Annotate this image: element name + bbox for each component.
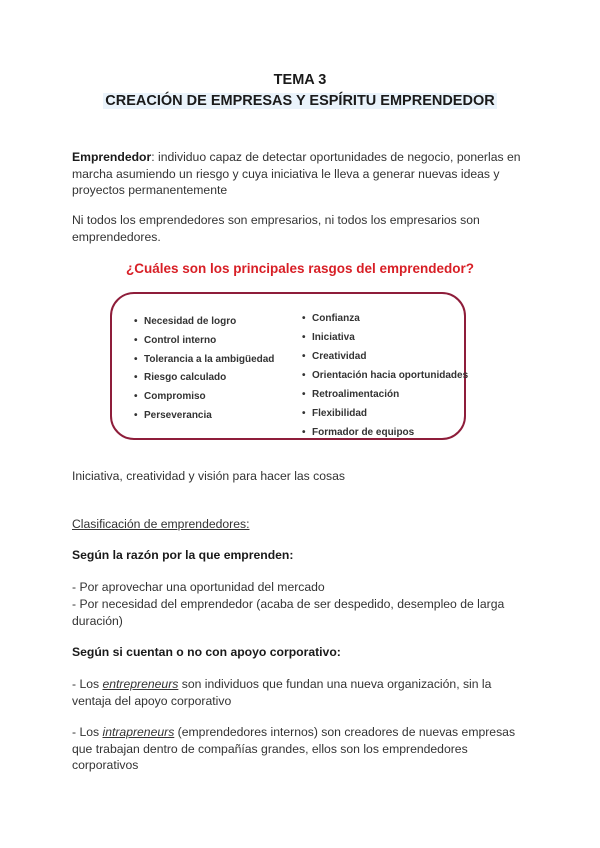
trait-item: • Tolerancia a la ambigüedad — [134, 354, 274, 373]
trait-item: • Compromiso — [134, 391, 274, 410]
trait-item: • Riesgo calculado — [134, 372, 274, 391]
support-heading: Según si cuentan o no con apoyo corporativo: — [72, 645, 341, 659]
intrapreneurs-paragraph — [72, 724, 532, 774]
traits-right-list — [302, 313, 468, 446]
subtitle-text: CREACIÓN DE EMPRESAS Y ESPÍRITU EMPRENDEDOR — [105, 93, 495, 109]
trait-item: • Orientación hacia oportunidades — [302, 370, 468, 389]
definition-text: : individuo capaz de detectar oportunidades de negocio, ponerlas en marcha asumiendo un riesgo y cuya iniciativa le lleva a generar nuevas ideas y proyectos permanentemente — [72, 150, 521, 197]
intrapreneurs-term: intrapreneurs — [102, 725, 175, 739]
reason-item-1: - Por aprovechar una oportunidad del mercado — [72, 580, 325, 594]
figure-question: ¿Cuáles son los principales rasgos del emprendedor? — [125, 261, 475, 276]
reason-item-2: - Por necesidad del emprendedor (acaba de ser despedido, desempleo de larga duración) — [72, 597, 505, 628]
trait-item: • Formador de equipos — [302, 427, 468, 446]
reason-heading: Según la razón por la que emprenden: — [72, 548, 294, 562]
trait-item: • Flexibilidad — [302, 408, 468, 427]
definition-paragraph — [72, 149, 532, 199]
classification-heading: Clasificación de emprendedores: — [72, 517, 250, 531]
traits-left-list — [134, 316, 274, 429]
entre-prefix: - Los — [72, 677, 103, 691]
trait-item: • Perseverancia — [134, 410, 274, 429]
document-title: TEMA 3 — [273, 72, 327, 88]
summary-paragraph: Iniciativa, creatividad y visión para hacer las cosas — [72, 469, 345, 483]
trait-item: • Retroalimentación — [302, 389, 468, 408]
trait-item: • Iniciativa — [302, 332, 468, 351]
note-paragraph: Ni todos los emprendedores son empresarios, ni todos los empresarios son emprendedores. — [72, 213, 480, 244]
trait-item: • Creatividad — [302, 351, 468, 370]
entrepreneurs-term: entrepreneurs — [102, 677, 179, 691]
trait-item: • Necesidad de logro — [134, 316, 274, 335]
entre-text: son individuos que fundan una nueva organización, sin la ventaja del apoyo corporativo — [72, 677, 492, 708]
trait-item: • Confianza — [302, 313, 468, 332]
trait-item: • Control interno — [134, 335, 274, 354]
document-subtitle — [0, 93, 600, 109]
entrepreneurs-paragraph — [72, 676, 532, 709]
intra-prefix: - Los — [72, 725, 103, 739]
definition-term: Emprendedor — [72, 150, 152, 164]
intra-text: (emprendedores internos) son creadores de nuevas empresas que trabajan dentro de compañías grandes, ellos son los emprendedores corporativos — [72, 725, 516, 772]
